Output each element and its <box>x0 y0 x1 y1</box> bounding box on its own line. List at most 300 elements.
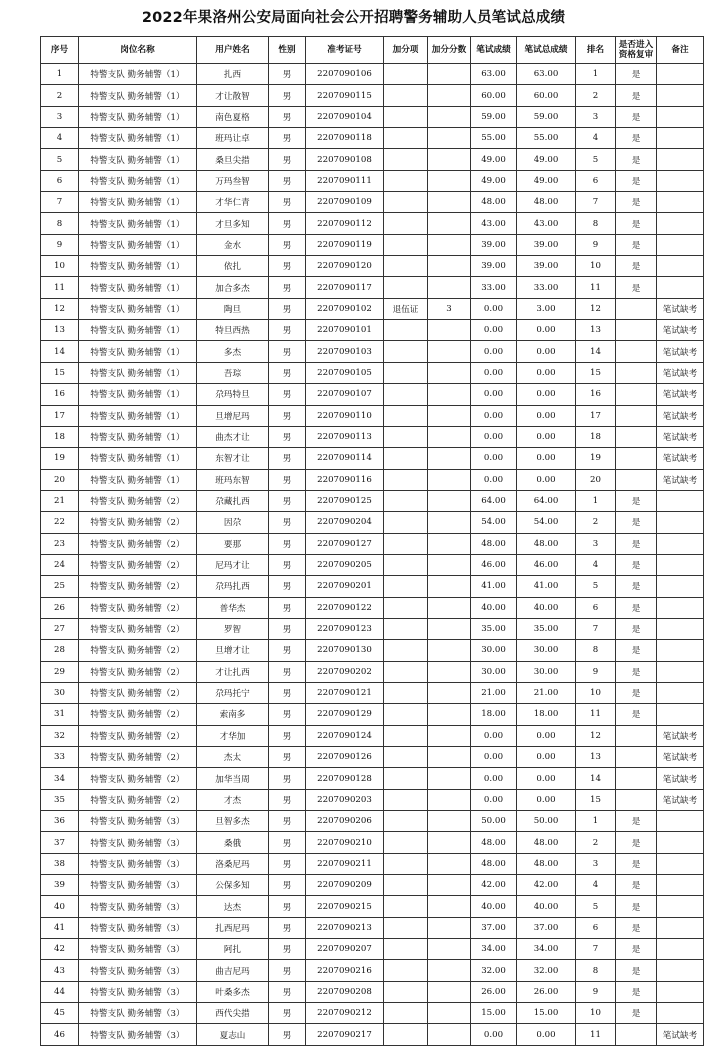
cell-written-score: 48.00 <box>471 832 517 853</box>
cell-name: 才华加 <box>197 725 269 746</box>
cell-remarks <box>657 213 704 234</box>
cell-name: 扎西尼玛 <box>197 917 269 938</box>
cell-position: 特警支队 勤务辅警（1） <box>79 234 197 255</box>
cell-name: 班玛东智 <box>197 469 269 490</box>
cell-total-score: 48.00 <box>517 853 576 874</box>
cell-total-score: 49.00 <box>517 149 576 170</box>
cell-bonus-item <box>384 213 428 234</box>
cell-bonus-points <box>428 811 471 832</box>
cell-gender: 男 <box>269 853 306 874</box>
cell-index: 39 <box>41 875 79 896</box>
cell-position: 特警支队 勤务辅警（2） <box>79 704 197 725</box>
cell-gender: 男 <box>269 682 306 703</box>
cell-review: 是 <box>616 533 657 554</box>
cell-rank: 20 <box>576 469 616 490</box>
cell-position: 特警支队 勤务辅警（1） <box>79 213 197 234</box>
cell-written-score: 46.00 <box>471 554 517 575</box>
cell-rank: 13 <box>576 320 616 341</box>
cell-position: 特警支队 勤务辅警（2） <box>79 747 197 768</box>
cell-exam-id: 2207090211 <box>306 853 384 874</box>
cell-rank: 9 <box>576 661 616 682</box>
cell-name: 金水 <box>197 234 269 255</box>
cell-rank: 15 <box>576 789 616 810</box>
cell-remarks <box>657 661 704 682</box>
cell-index: 36 <box>41 811 79 832</box>
cell-index: 29 <box>41 661 79 682</box>
cell-remarks <box>657 640 704 661</box>
cell-name: 曲吉尼玛 <box>197 960 269 981</box>
cell-remarks <box>657 149 704 170</box>
cell-gender: 男 <box>269 298 306 319</box>
cell-bonus-points <box>428 875 471 896</box>
table-row <box>41 149 704 170</box>
cell-index: 25 <box>41 576 79 597</box>
table-row <box>41 981 704 1002</box>
cell-gender: 男 <box>269 1003 306 1024</box>
cell-remarks <box>657 682 704 703</box>
cell-review <box>616 725 657 746</box>
cell-gender: 男 <box>269 640 306 661</box>
table-row <box>41 192 704 213</box>
cell-gender: 男 <box>269 277 306 298</box>
cell-remarks <box>657 234 704 255</box>
cell-name: 夏志山 <box>197 1024 269 1045</box>
cell-position: 特警支队 勤务辅警（1） <box>79 106 197 127</box>
cell-review: 是 <box>616 960 657 981</box>
cell-position: 特警支队 勤务辅警（1） <box>79 448 197 469</box>
table-row <box>41 853 704 874</box>
cell-bonus-points <box>428 384 471 405</box>
cell-exam-id: 2207090123 <box>306 618 384 639</box>
cell-bonus-points <box>428 704 471 725</box>
cell-review <box>616 405 657 426</box>
cell-bonus-item <box>384 618 428 639</box>
cell-bonus-points <box>428 362 471 383</box>
cell-written-score: 41.00 <box>471 576 517 597</box>
cell-bonus-item <box>384 875 428 896</box>
cell-review: 是 <box>616 170 657 191</box>
cell-bonus-points <box>428 426 471 447</box>
cell-position: 特警支队 勤务辅警（3） <box>79 917 197 938</box>
cell-index: 9 <box>41 234 79 255</box>
cell-bonus-points <box>428 106 471 127</box>
table-row <box>41 640 704 661</box>
cell-bonus-points <box>428 192 471 213</box>
cell-position: 特警支队 勤务辅警（1） <box>79 85 197 106</box>
cell-written-score: 39.00 <box>471 234 517 255</box>
cell-bonus-points <box>428 939 471 960</box>
col-header-written-score: 笔试成绩 <box>471 37 517 64</box>
cell-rank: 12 <box>576 725 616 746</box>
cell-rank: 6 <box>576 170 616 191</box>
cell-bonus-item <box>384 256 428 277</box>
table-row <box>41 960 704 981</box>
table-row <box>41 768 704 789</box>
cell-gender: 男 <box>269 106 306 127</box>
cell-review <box>616 320 657 341</box>
cell-total-score: 48.00 <box>517 192 576 213</box>
cell-gender: 男 <box>269 1024 306 1045</box>
cell-gender: 男 <box>269 896 306 917</box>
cell-review <box>616 789 657 810</box>
table-row <box>41 618 704 639</box>
cell-bonus-item <box>384 512 428 533</box>
cell-review: 是 <box>616 981 657 1002</box>
cell-total-score: 0.00 <box>517 469 576 490</box>
cell-written-score: 64.00 <box>471 490 517 511</box>
cell-remarks <box>657 875 704 896</box>
table-row <box>41 747 704 768</box>
cell-exam-id: 2207090210 <box>306 832 384 853</box>
cell-exam-id: 2207090201 <box>306 576 384 597</box>
cell-bonus-item <box>384 1003 428 1024</box>
cell-bonus-item <box>384 725 428 746</box>
cell-gender: 男 <box>269 256 306 277</box>
cell-total-score: 18.00 <box>517 704 576 725</box>
cell-review: 是 <box>616 1003 657 1024</box>
cell-gender: 男 <box>269 64 306 85</box>
cell-exam-id: 2207090209 <box>306 875 384 896</box>
cell-review: 是 <box>616 149 657 170</box>
cell-bonus-points <box>428 661 471 682</box>
cell-bonus-item <box>384 106 428 127</box>
cell-bonus-points <box>428 533 471 554</box>
cell-index: 35 <box>41 789 79 810</box>
cell-written-score: 0.00 <box>471 320 517 341</box>
cell-total-score: 3.00 <box>517 298 576 319</box>
cell-remarks: 笔试缺考 <box>657 298 704 319</box>
cell-bonus-points <box>428 256 471 277</box>
cell-gender: 男 <box>269 85 306 106</box>
cell-rank: 3 <box>576 106 616 127</box>
cell-bonus-item <box>384 704 428 725</box>
cell-total-score: 59.00 <box>517 106 576 127</box>
cell-rank: 10 <box>576 682 616 703</box>
cell-exam-id: 2207090206 <box>306 811 384 832</box>
cell-gender: 男 <box>269 832 306 853</box>
cell-total-score: 21.00 <box>517 682 576 703</box>
cell-name: 普华杰 <box>197 597 269 618</box>
cell-position: 特警支队 勤务辅警（3） <box>79 1024 197 1045</box>
table-row <box>41 85 704 106</box>
cell-remarks <box>657 85 704 106</box>
table-row <box>41 170 704 191</box>
cell-gender: 男 <box>269 533 306 554</box>
cell-written-score: 0.00 <box>471 405 517 426</box>
cell-rank: 1 <box>576 811 616 832</box>
table-row <box>41 725 704 746</box>
cell-total-score: 15.00 <box>517 1003 576 1024</box>
cell-bonus-item <box>384 533 428 554</box>
cell-written-score: 30.00 <box>471 640 517 661</box>
cell-position: 特警支队 勤务辅警（2） <box>79 597 197 618</box>
cell-bonus-item <box>384 789 428 810</box>
cell-position: 特警支队 勤务辅警（2） <box>79 576 197 597</box>
cell-gender: 男 <box>269 725 306 746</box>
cell-review: 是 <box>616 896 657 917</box>
cell-bonus-item <box>384 341 428 362</box>
cell-position: 特警支队 勤务辅警（2） <box>79 618 197 639</box>
cell-total-score: 46.00 <box>517 554 576 575</box>
cell-bonus-points <box>428 490 471 511</box>
cell-remarks <box>657 192 704 213</box>
cell-written-score: 35.00 <box>471 618 517 639</box>
cell-bonus-points <box>428 64 471 85</box>
cell-remarks <box>657 170 704 191</box>
cell-position: 特警支队 勤务辅警（1） <box>79 170 197 191</box>
cell-exam-id: 2207090121 <box>306 682 384 703</box>
cell-total-score: 0.00 <box>517 789 576 810</box>
col-header-total-score: 笔试总成绩 <box>517 37 576 64</box>
cell-gender: 男 <box>269 512 306 533</box>
cell-index: 37 <box>41 832 79 853</box>
cell-bonus-points <box>428 640 471 661</box>
cell-rank: 19 <box>576 448 616 469</box>
cell-gender: 男 <box>269 576 306 597</box>
cell-bonus-item <box>384 234 428 255</box>
cell-exam-id: 2207090125 <box>306 490 384 511</box>
cell-written-score: 39.00 <box>471 256 517 277</box>
cell-index: 23 <box>41 533 79 554</box>
cell-review: 是 <box>616 256 657 277</box>
cell-bonus-points <box>428 234 471 255</box>
cell-exam-id: 2207090102 <box>306 298 384 319</box>
cell-position: 特警支队 勤务辅警（1） <box>79 469 197 490</box>
table-row <box>41 832 704 853</box>
cell-total-score: 55.00 <box>517 128 576 149</box>
cell-index: 10 <box>41 256 79 277</box>
cell-position: 特警支队 勤务辅警（2） <box>79 490 197 511</box>
table-row <box>41 1003 704 1024</box>
cell-exam-id: 2207090126 <box>306 747 384 768</box>
cell-gender: 男 <box>269 917 306 938</box>
cell-index: 45 <box>41 1003 79 1024</box>
cell-remarks <box>657 512 704 533</box>
cell-rank: 2 <box>576 85 616 106</box>
cell-written-score: 0.00 <box>471 341 517 362</box>
cell-written-score: 55.00 <box>471 128 517 149</box>
table-row <box>41 469 704 490</box>
cell-index: 33 <box>41 747 79 768</box>
cell-index: 14 <box>41 341 79 362</box>
cell-index: 34 <box>41 768 79 789</box>
cell-index: 3 <box>41 106 79 127</box>
cell-position: 特警支队 勤务辅警（1） <box>79 341 197 362</box>
cell-position: 特警支队 勤务辅警（3） <box>79 960 197 981</box>
col-header-rank: 排名 <box>576 37 616 64</box>
cell-position: 特警支队 勤务辅警（2） <box>79 512 197 533</box>
cell-gender: 男 <box>269 597 306 618</box>
cell-bonus-item <box>384 554 428 575</box>
cell-index: 41 <box>41 917 79 938</box>
cell-gender: 男 <box>269 149 306 170</box>
cell-remarks <box>657 64 704 85</box>
cell-total-score: 0.00 <box>517 768 576 789</box>
cell-bonus-item <box>384 682 428 703</box>
cell-review: 是 <box>616 640 657 661</box>
table-row <box>41 234 704 255</box>
cell-review: 是 <box>616 832 657 853</box>
table-row <box>41 384 704 405</box>
cell-bonus-points <box>428 747 471 768</box>
cell-bonus-item <box>384 490 428 511</box>
cell-exam-id: 2207090203 <box>306 789 384 810</box>
cell-exam-id: 2207090117 <box>306 277 384 298</box>
cell-bonus-item <box>384 405 428 426</box>
cell-bonus-item <box>384 426 428 447</box>
cell-name: 旦增才让 <box>197 640 269 661</box>
cell-review: 是 <box>616 811 657 832</box>
cell-name: 东智才让 <box>197 448 269 469</box>
table-header-row <box>41 37 704 64</box>
cell-review: 是 <box>616 64 657 85</box>
cell-index: 24 <box>41 554 79 575</box>
cell-exam-id: 2207090109 <box>306 192 384 213</box>
cell-position: 特警支队 勤务辅警（2） <box>79 554 197 575</box>
cell-exam-id: 2207090107 <box>306 384 384 405</box>
cell-bonus-item <box>384 85 428 106</box>
cell-gender: 男 <box>269 213 306 234</box>
cell-total-score: 39.00 <box>517 256 576 277</box>
cell-bonus-item <box>384 981 428 1002</box>
cell-exam-id: 2207090216 <box>306 960 384 981</box>
cell-name: 依扎 <box>197 256 269 277</box>
cell-index: 43 <box>41 960 79 981</box>
cell-remarks <box>657 490 704 511</box>
cell-remarks: 笔试缺考 <box>657 320 704 341</box>
cell-written-score: 49.00 <box>471 149 517 170</box>
cell-review <box>616 448 657 469</box>
cell-index: 5 <box>41 149 79 170</box>
cell-name: 旦增尼玛 <box>197 405 269 426</box>
cell-position: 特警支队 勤务辅警（2） <box>79 640 197 661</box>
cell-remarks <box>657 597 704 618</box>
cell-index: 30 <box>41 682 79 703</box>
cell-remarks: 笔试缺考 <box>657 448 704 469</box>
cell-exam-id: 2207090108 <box>306 149 384 170</box>
cell-remarks: 笔试缺考 <box>657 789 704 810</box>
col-header-exam-id: 准考证号 <box>306 37 384 64</box>
cell-total-score: 30.00 <box>517 640 576 661</box>
cell-name: 洛桑尼玛 <box>197 853 269 874</box>
cell-bonus-points <box>428 213 471 234</box>
cell-bonus-points <box>428 512 471 533</box>
cell-total-score: 32.00 <box>517 960 576 981</box>
cell-total-score: 26.00 <box>517 981 576 1002</box>
cell-exam-id: 2207090101 <box>306 320 384 341</box>
cell-bonus-item <box>384 811 428 832</box>
cell-exam-id: 2207090204 <box>306 512 384 533</box>
table-row <box>41 298 704 319</box>
table-row <box>41 811 704 832</box>
cell-remarks <box>657 960 704 981</box>
cell-bonus-item <box>384 768 428 789</box>
cell-rank: 6 <box>576 917 616 938</box>
cell-total-score: 50.00 <box>517 811 576 832</box>
cell-total-score: 0.00 <box>517 1024 576 1045</box>
cell-exam-id: 2207090122 <box>306 597 384 618</box>
table-row <box>41 277 704 298</box>
cell-rank: 11 <box>576 704 616 725</box>
cell-exam-id: 2207090128 <box>306 768 384 789</box>
cell-bonus-points <box>428 576 471 597</box>
cell-index: 26 <box>41 597 79 618</box>
cell-review: 是 <box>616 939 657 960</box>
cell-total-score: 40.00 <box>517 597 576 618</box>
cell-review: 是 <box>616 704 657 725</box>
cell-total-score: 37.00 <box>517 917 576 938</box>
cell-written-score: 26.00 <box>471 981 517 1002</box>
cell-index: 18 <box>41 426 79 447</box>
table-row <box>41 661 704 682</box>
cell-exam-id: 2207090130 <box>306 640 384 661</box>
cell-bonus-item <box>384 747 428 768</box>
cell-total-score: 0.00 <box>517 362 576 383</box>
cell-index: 13 <box>41 320 79 341</box>
cell-total-score: 0.00 <box>517 384 576 405</box>
cell-rank: 2 <box>576 832 616 853</box>
col-header-remarks: 备注 <box>657 37 704 64</box>
table-row <box>41 896 704 917</box>
cell-position: 特警支队 勤务辅警（2） <box>79 533 197 554</box>
cell-rank: 3 <box>576 533 616 554</box>
cell-bonus-item <box>384 939 428 960</box>
cell-written-score: 0.00 <box>471 725 517 746</box>
cell-bonus-points <box>428 170 471 191</box>
cell-position: 特警支队 勤务辅警（2） <box>79 789 197 810</box>
cell-total-score: 34.00 <box>517 939 576 960</box>
cell-exam-id: 2207090119 <box>306 234 384 255</box>
cell-written-score: 63.00 <box>471 64 517 85</box>
cell-position: 特警支队 勤务辅警（3） <box>79 896 197 917</box>
cell-written-score: 0.00 <box>471 362 517 383</box>
cell-bonus-points <box>428 618 471 639</box>
cell-written-score: 48.00 <box>471 192 517 213</box>
cell-review <box>616 747 657 768</box>
cell-index: 17 <box>41 405 79 426</box>
cell-total-score: 30.00 <box>517 661 576 682</box>
cell-name: 索南多 <box>197 704 269 725</box>
cell-name: 才让散智 <box>197 85 269 106</box>
cell-written-score: 33.00 <box>471 277 517 298</box>
table-row <box>41 576 704 597</box>
cell-rank: 4 <box>576 554 616 575</box>
cell-remarks: 笔试缺考 <box>657 341 704 362</box>
cell-index: 21 <box>41 490 79 511</box>
cell-bonus-points <box>428 981 471 1002</box>
cell-remarks <box>657 618 704 639</box>
cell-remarks: 笔试缺考 <box>657 469 704 490</box>
cell-gender: 男 <box>269 811 306 832</box>
cell-rank: 10 <box>576 1003 616 1024</box>
cell-rank: 1 <box>576 64 616 85</box>
cell-index: 27 <box>41 618 79 639</box>
cell-gender: 男 <box>269 170 306 191</box>
table-row <box>41 448 704 469</box>
cell-bonus-points <box>428 597 471 618</box>
table-row <box>41 1024 704 1045</box>
cell-gender: 男 <box>269 362 306 383</box>
cell-written-score: 0.00 <box>471 1024 517 1045</box>
cell-index: 40 <box>41 896 79 917</box>
cell-gender: 男 <box>269 405 306 426</box>
cell-index: 12 <box>41 298 79 319</box>
cell-index: 2 <box>41 85 79 106</box>
cell-review <box>616 768 657 789</box>
cell-bonus-item <box>384 320 428 341</box>
cell-rank: 17 <box>576 405 616 426</box>
table-body <box>41 64 704 1046</box>
